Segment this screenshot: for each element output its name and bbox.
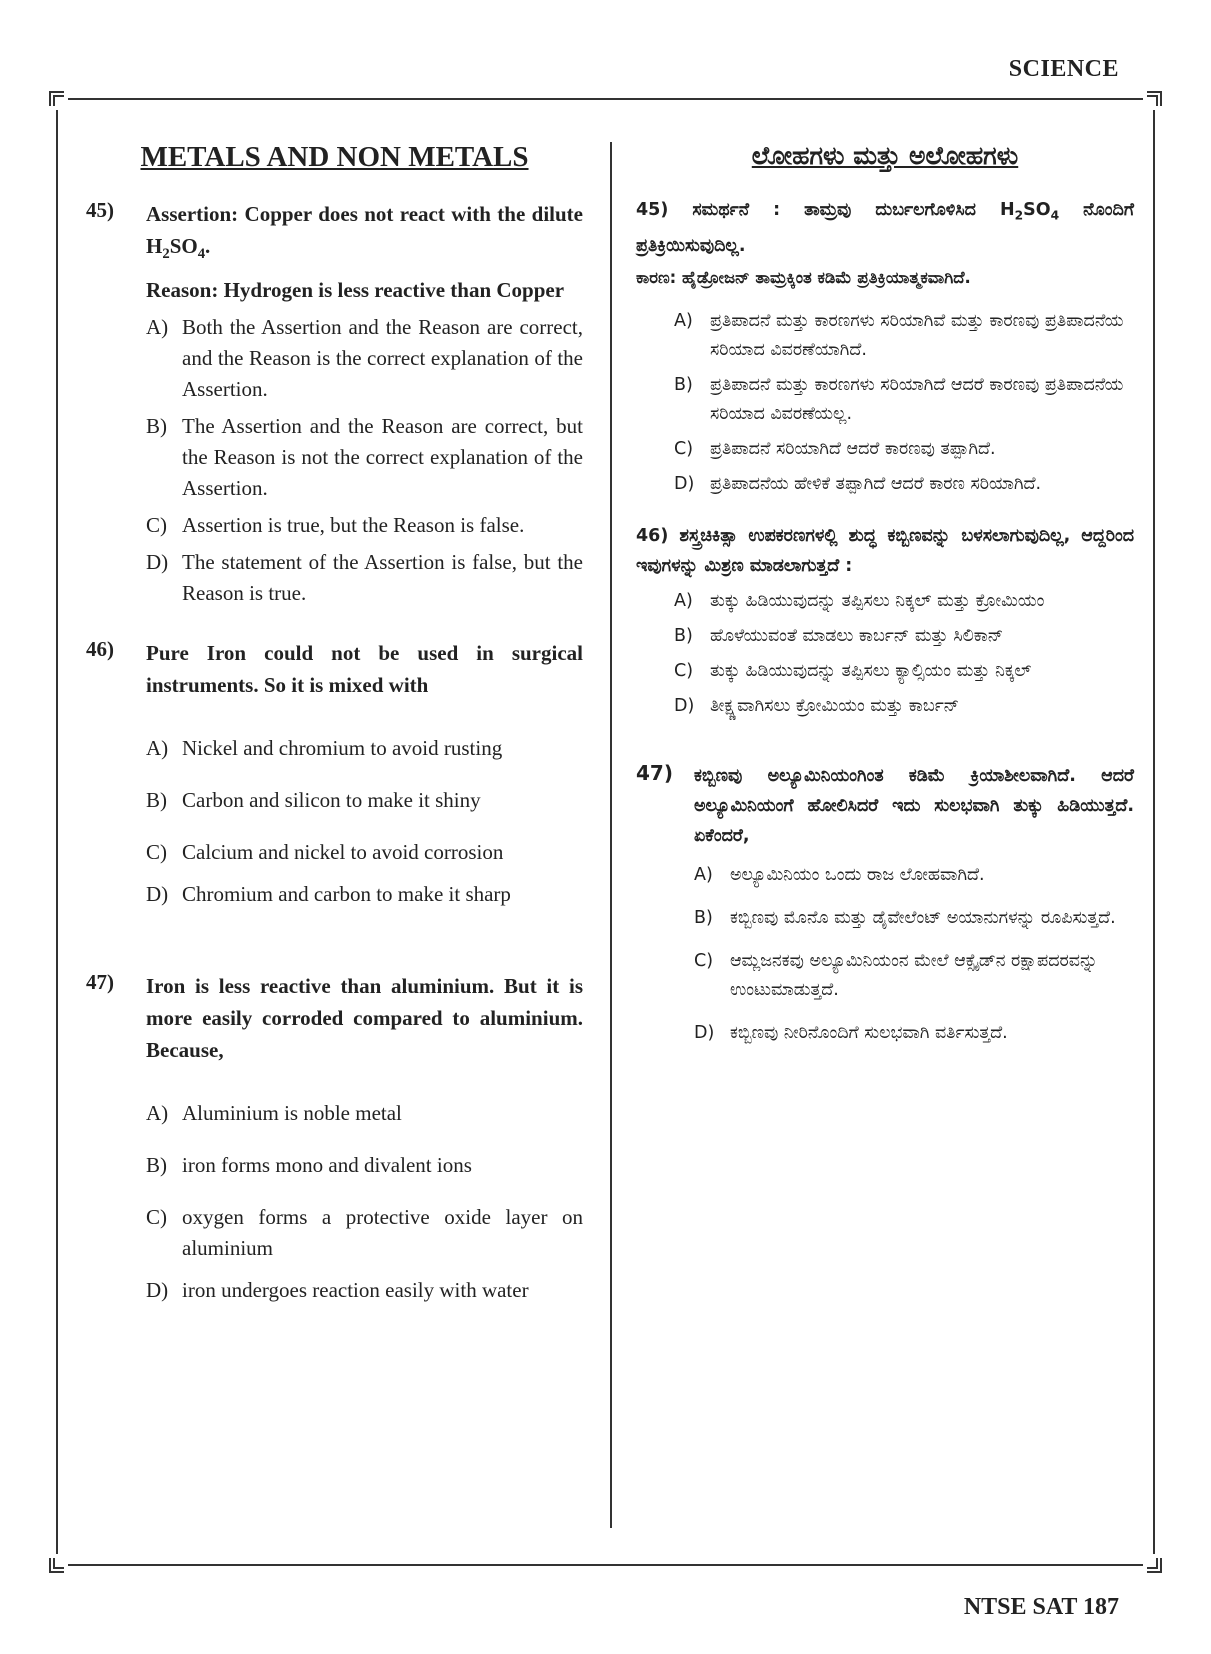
question-45-en bbox=[86, 198, 583, 609]
question-45-kn bbox=[636, 195, 1134, 499]
option-c: C) ಆಮ್ಲಜನಕವು ಅಲ್ಯೂಮಿನಿಯಂನ ಮೇಲೆ ಆಕ್ಸೈಡ್‌ನ ರಕ್ಷಾಪದರವನ್ನು ಉಂಟುಮಾಡುತ್ತದೆ. bbox=[694, 950, 1098, 1000]
question-text: Iron is less reactive than aluminium. But it is more easily corroded compared to aluminium. Because, bbox=[146, 974, 583, 1063]
option-a: A) ಅಲ್ಯೂಮಿನಿಯಂ ಒಂದು ರಾಜ ಲೋಹವಾಗಿದೆ. bbox=[694, 864, 985, 885]
assertion-text: 45) ಸಮರ್ಥನೆ : ತಾಮ್ರವು ದುರ್ಬಲಗೊಳಿಸಿದ $H_2SO_4$ ನೊಂದಿಗೆ ಪ್ರತಿಕ್ರಿಯಿಸುವುದಿಲ್ಲ. bbox=[636, 200, 1135, 256]
question-number: 47) bbox=[86, 970, 114, 995]
kannada-column bbox=[636, 135, 1134, 1048]
question-46-kn bbox=[636, 521, 1134, 721]
option-d: D) The statement of the Assertion is false, but the Reason is true. bbox=[146, 550, 583, 606]
question-text: ಕಬ್ಬಿಣವು ಅಲ್ಯೂಮಿನಿಯಂಗಿಂತ ಕಡಿಮೆ ಕ್ರಿಯಾಶೀಲವಾಗಿದೆ. ಆದರೆ ಅಲ್ಯೂಮಿನಿಯಂಗೆ ಹೋಲಿಸಿದರೆ ಇದು ಸುಲಭವಾಗಿ ತುಕ್ಕು ಹಿಡಿಯುತ್ತದೆ. ಏಕೆಂದರೆ, bbox=[694, 765, 1134, 846]
option-b: B) ಪ್ರತಿಪಾದನೆ ಮತ್ತು ಕಾರಣಗಳು ಸರಿಯಾಗಿದೆ ಆದರೆ ಕಾರಣವು ಪ್ರತಿಪಾದನೆಯ ಸರಿಯಾದ ವಿವರಣೆಯಲ್ಲ. bbox=[674, 374, 1124, 424]
option-b: B) ಕಬ್ಬಿಣವು ಮೊನೊ ಮತ್ತು ಡೈವೇಲೆಂಟ್ ಅಯಾನುಗಳನ್ನು ರೂಪಿಸುತ್ತದೆ. bbox=[694, 907, 1116, 928]
question-number: 45) bbox=[86, 198, 114, 222]
option-a: A) ತುಕ್ಕು ಹಿಡಿಯುವುದನ್ನು ತಪ್ಪಿಸಲು ನಿಕ್ಕಲ್ ಮತ್ತು ಕ್ರೋಮಿಯಂ bbox=[674, 590, 1045, 611]
option-d: D) ತೀಕ್ಷ್ಣವಾಗಿಸಲು ಕ್ರೋಮಿಯಂ ಮತ್ತು ಕಾರ್ಬನ್ bbox=[674, 695, 960, 716]
option-b: B) The Assertion and the Reason are correct, but the Reason is not the correct explanation of the Assertion. bbox=[146, 414, 583, 501]
english-section-title: METALS AND NON METALS bbox=[140, 141, 529, 173]
kannada-section-title: ಲೋಹಗಳು ಮತ್ತು ಅಲೋಹಗಳು bbox=[751, 141, 1019, 170]
question-47-en bbox=[86, 970, 583, 1306]
option-c: C) ತುಕ್ಕು ಹಿಡಿಯುವುದನ್ನು ತಪ್ಪಿಸಲು ಕ್ಯಾಲ್ಸಿಯಂ ಮತ್ತು ನಿಕ್ಕಲ್ bbox=[674, 660, 1032, 681]
option-a: A) Aluminium is noble metal bbox=[146, 1101, 402, 1126]
option-c: C) oxygen forms a protective oxide layer on aluminium bbox=[146, 1205, 583, 1261]
option-d: D) iron undergoes reaction easily with water bbox=[146, 1278, 529, 1303]
option-d: D) Chromium and carbon to make it sharp bbox=[146, 882, 511, 907]
question-text: Pure Iron could not be used in surgical instruments. So it is mixed with bbox=[146, 641, 583, 698]
corner-ornament-top-left bbox=[46, 88, 68, 110]
option-a: A) Both the Assertion and the Reason are correct, and the Reason is the correct explanation of the Assertion. bbox=[146, 315, 583, 402]
subject-header: SCIENCE bbox=[1008, 56, 1119, 82]
reason-text: ಕಾರಣ: ಹೈಡ್ರೋಜನ್ ತಾಮ್ರಕ್ಕಿಂತ ಕಡಿಮೆ ಪ್ರತಿಕ್ರಿಯಾತ್ಮಕವಾಗಿದೆ. bbox=[636, 267, 971, 287]
option-c: C) Calcium and nickel to avoid corrosion bbox=[146, 840, 504, 865]
option-a: A) Nickel and chromium to avoid rusting bbox=[146, 736, 503, 761]
page-footer-label: NTSE SAT 187 bbox=[963, 1594, 1119, 1620]
question-46-en bbox=[86, 637, 583, 910]
option-c: C) ಪ್ರತಿಪಾದನೆ ಸರಿಯಾಗಿದೆ ಆದರೆ ಕಾರಣವು ತಪ್ಪಾಗಿದೆ. bbox=[674, 438, 996, 459]
english-column bbox=[86, 135, 583, 1306]
question-47-kn bbox=[636, 761, 1134, 1048]
question-number: 46) bbox=[86, 637, 114, 662]
assertion-text: Assertion: Copper does not react with the dilute $H_2SO_4$. bbox=[146, 202, 583, 263]
option-d: D) ಕಬ್ಬಿಣವು ನೀರಿನೊಂದಿಗೆ ಸುಲಭವಾಗಿ ವರ್ತಿಸುತ್ತದೆ. bbox=[694, 1022, 1008, 1043]
question-text: 46) ಶಸ್ತ್ರಚಿಕಿತ್ಸಾ ಉಪಕರಣಗಳಲ್ಲಿ ಶುದ್ಧ ಕಬ್ಬಿಣವನ್ನು ಬಳಸಲಾಗುವುದಿಲ್ಲ, ಆದ್ದರಿಂದ ಇವುಗಳನ್ನು ಮಿಶ್ರಣ ಮಾಡಲಾಗುತ್ತದೆ : bbox=[636, 525, 1135, 576]
option-c: C) Assertion is true, but the Reason is false. bbox=[146, 513, 525, 538]
option-b: B) Carbon and silicon to make it shiny bbox=[146, 788, 481, 813]
corner-ornament-top-right bbox=[1143, 88, 1165, 110]
corner-ornament-bottom-right bbox=[1143, 1554, 1165, 1576]
option-d: D) ಪ್ರತಿಪಾದನೆಯ ಹೇಳಿಕೆ ತಪ್ಪಾಗಿದೆ ಆದರೆ ಕಾರಣ ಸರಿಯಾಗಿದೆ. bbox=[674, 473, 1042, 494]
option-b: B) ಹೊಳೆಯುವಂತೆ ಮಾಡಲು ಕಾರ್ಬನ್ ಮತ್ತು ಸಿಲಿಕಾನ್ bbox=[674, 625, 1004, 646]
option-a: A) ಪ್ರತಿಪಾದನೆ ಮತ್ತು ಕಾರಣಗಳು ಸರಿಯಾಗಿವೆ ಮತ್ತು ಕಾರಣವು ಪ್ರತಿಪಾದನೆಯ ಸರಿಯಾದ ವಿವರಣೆಯಾಗಿದೆ. bbox=[674, 310, 1124, 360]
reason-text: Reason: Hydrogen is less reactive than Copper bbox=[146, 278, 565, 303]
column-divider bbox=[610, 142, 612, 1528]
option-b: B) iron forms mono and divalent ions bbox=[146, 1153, 472, 1178]
question-number: 47) bbox=[636, 760, 673, 785]
corner-ornament-bottom-left bbox=[46, 1554, 68, 1576]
